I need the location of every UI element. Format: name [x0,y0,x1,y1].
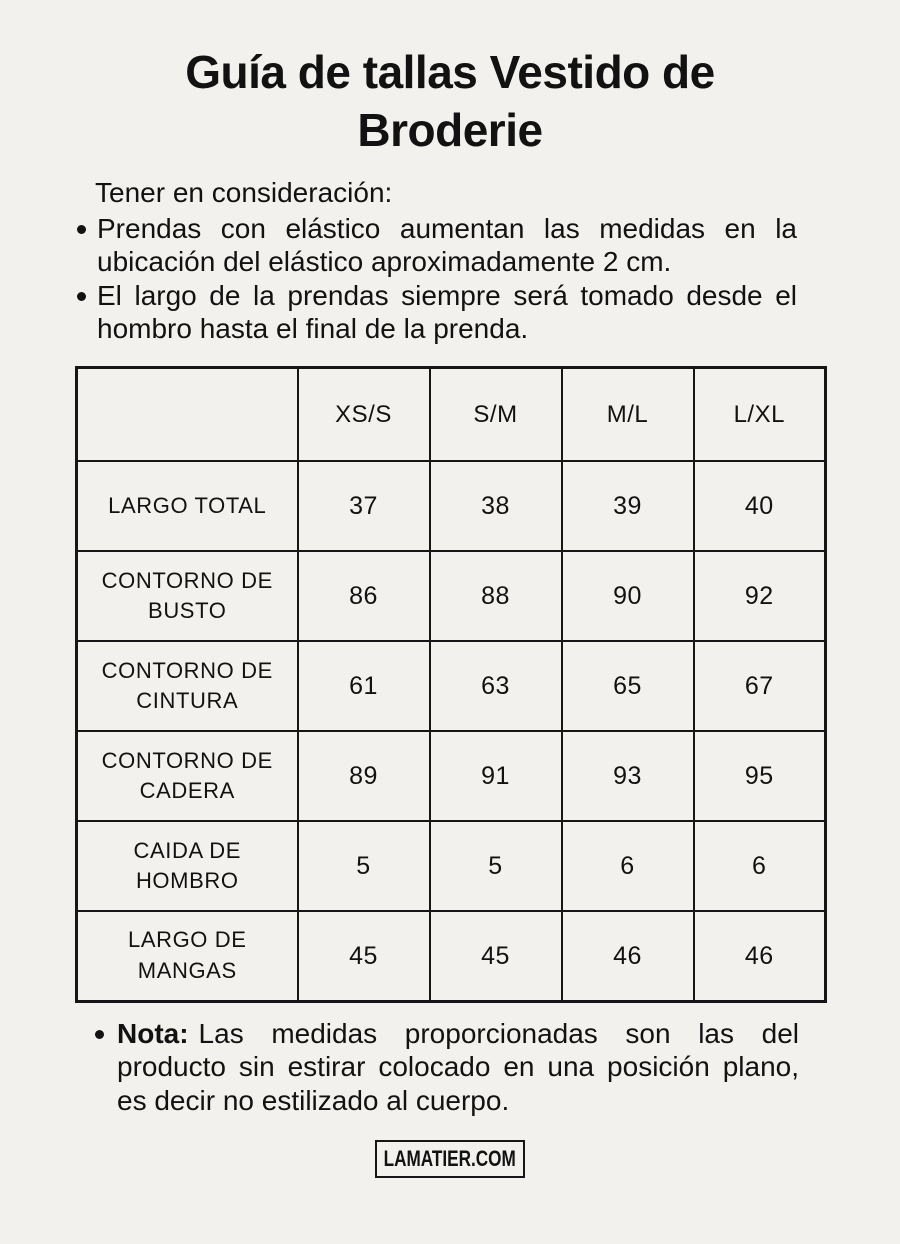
size-col-header-s-m: S/M [430,367,562,461]
row-label: CAIDA DE HOMBRO [77,821,298,911]
row-label: CONTORNO DE BUSTO [77,551,298,641]
size-value-cell: 88 [430,551,562,641]
brand-name: LAMATIER.COM [383,1145,517,1171]
size-value-cell: 40 [694,461,826,551]
size-value-cell: 95 [694,731,826,821]
size-col-header-empty [77,367,298,461]
row-label: LARGO TOTAL [77,461,298,551]
size-value-cell: 6 [562,821,694,911]
size-value-cell: 90 [562,551,694,641]
row-label: CONTORNO DE CADERA [77,731,298,821]
size-col-header-xs-s: XS/S [298,367,430,461]
page-title: Guía de tallas Vestido de Broderie [185,46,715,156]
footer [0,1140,900,1178]
consideration-item: Prendas con elástico aumentan las medidas en la ubicación del elástico aproximadamente 2 cm. [75,212,797,279]
table-row-largo-mangas [77,911,826,1001]
size-value-cell: 89 [298,731,430,821]
size-table [75,366,827,1003]
size-value-cell: 37 [298,461,430,551]
note-paragraph [93,1017,799,1118]
size-value-cell: 63 [430,641,562,731]
table-row-contorno-cadera [77,731,826,821]
table-row-contorno-cintura [77,641,826,731]
size-value-cell: 6 [694,821,826,911]
size-guide-page [0,44,900,1244]
table-row-largo-total [77,461,826,551]
table-row-contorno-busto [77,551,826,641]
size-value-cell: 92 [694,551,826,641]
size-value-cell: 67 [694,641,826,731]
size-value-cell: 91 [430,731,562,821]
size-value-cell: 45 [430,911,562,1001]
size-value-cell: 93 [562,731,694,821]
row-label: LARGO DE MANGAS [77,911,298,1001]
size-value-cell: 46 [694,911,826,1001]
size-value-cell: 65 [562,641,694,731]
size-value-cell: 5 [298,821,430,911]
brand-box [375,1140,525,1178]
table-row-caida-hombro [77,821,826,911]
size-table-header-row [77,367,826,461]
size-value-cell: 5 [430,821,562,911]
considerations-section [75,176,900,346]
size-value-cell: 45 [298,911,430,1001]
considerations-heading: Tener en consideración: [95,176,393,208]
size-value-cell: 46 [562,911,694,1001]
size-value-cell: 86 [298,551,430,641]
size-value-cell: 39 [562,461,694,551]
size-col-header-l-xl: L/XL [694,367,826,461]
note-text: Las medidas proporcionadas son las del producto sin estirar colocado en una posición plano, es decir no estilizado al cuerpo. [117,1017,799,1117]
row-label: CONTORNO DE CINTURA [77,641,298,731]
size-value-cell: 38 [430,461,562,551]
size-value-cell: 61 [298,641,430,731]
considerations-list [75,212,797,346]
consideration-item: El largo de la prendas siempre será tomado desde el hombro hasta el final de la prenda. [75,279,797,346]
size-col-header-m-l: M/L [562,367,694,461]
note-label: Nota: [117,1017,189,1049]
